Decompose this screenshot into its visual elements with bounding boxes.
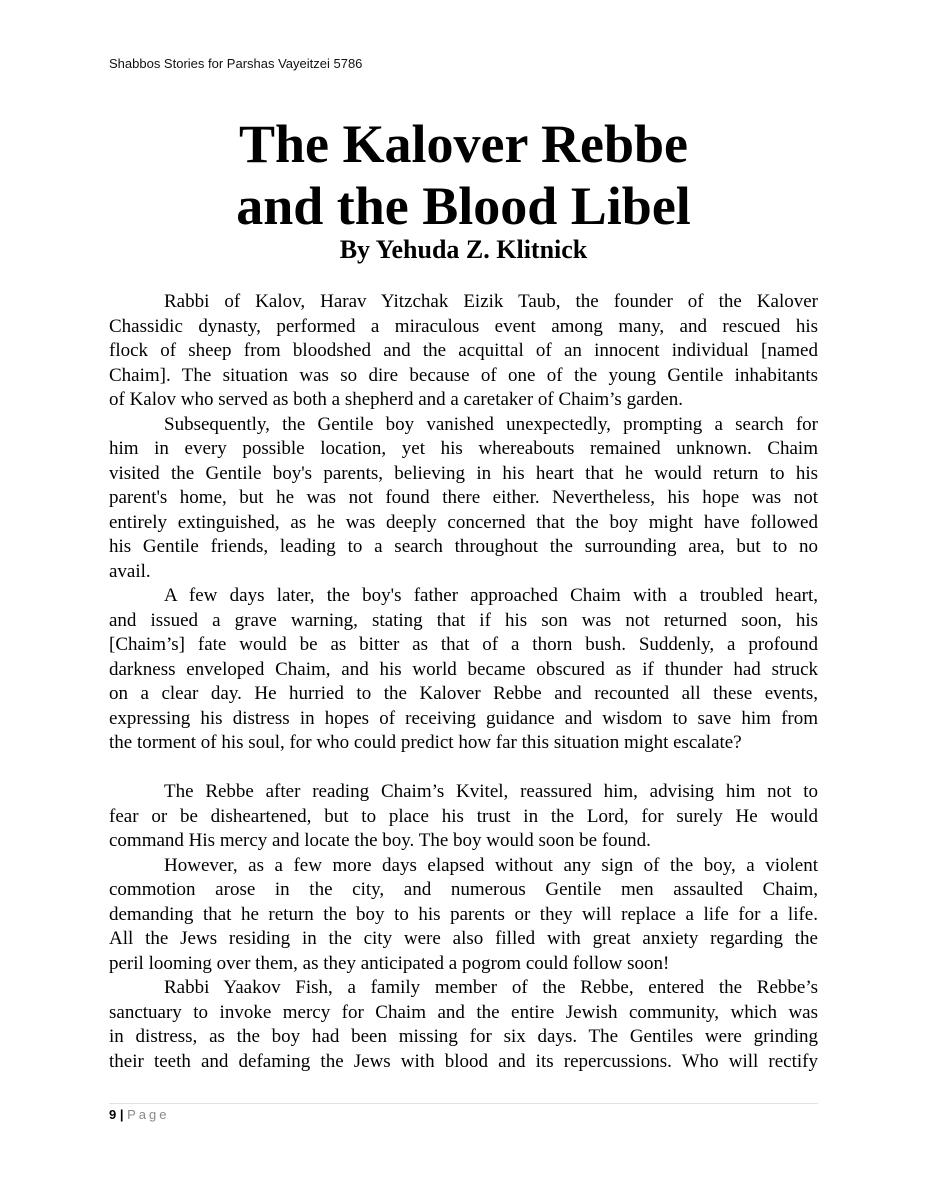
text-line: avail. [109,560,151,582]
page-label: Page [127,1107,170,1122]
blank-line [109,756,818,781]
text-line: expressing his distress in hopes of receiving guidance and wisdom to save him from [109,707,818,729]
paragraph [109,976,818,1074]
article-body [109,290,818,1074]
paragraph [109,854,818,977]
text-line: command His mercy and locate the boy. The boy would soon be found. [109,830,651,851]
text-line: All the Jews residing in the city were also filled with great anxiety regarding the [109,928,818,949]
text-line: darkness enveloped Chaim, and his world became obscured as if thunder had struck [109,658,818,680]
text-line: Rabbi of Kalov, Harav Yitzchak Eizik Taub, the founder of the Kalover [164,291,818,312]
text-line: Rabbi Yaakov Fish, a family member of the Rebbe, entered the Rebbe’s [164,977,818,998]
text-line: sanctuary to invoke mercy for Chaim and the entire Jewish community, which was [109,1001,818,1023]
text-line: The Rebbe after reading Chaim’s Kvitel, reassured him, advising him not to [164,781,818,802]
paragraph [109,413,818,585]
text-line: commotion arose in the city, and numerous Gentile men assaulted Chaim, [109,879,818,900]
running-header: Shabbos Stories for Parshas Vayeitzei 5786 [109,56,363,71]
text-line: their teeth and defaming the Jews with blood and its repercussions. Who will rectify [109,1050,818,1072]
text-line: Subsequently, the Gentile boy vanished unexpectedly, prompting a search for [164,413,818,435]
title-line: and the Blood Libel [236,176,691,236]
text-line: in distress, as the boy had been missing for six days. The Gentiles were grinding [109,1026,818,1047]
page-footer [109,1107,170,1122]
article-title [0,113,927,237]
byline: By Yehuda Z. Klitnick [339,235,588,264]
text-line: the torment of his soul, for who could predict how far this situation might escalate? [109,732,742,753]
text-line: peril looming over them, as they anticipated a pogrom could follow soon! [109,952,670,974]
text-line: demanding that he return the boy to his parents or they will replace a life for a life. [109,903,818,925]
text-line: his Gentile friends, leading to a search throughout the surrounding area, but to no [109,536,818,557]
text-line: Chaim]. The situation was so dire because of one of the young Gentile inhabitants [109,364,818,386]
text-line: and issued a grave warning, stating that if his son was not returned soon, his [109,609,818,631]
text-line: on a clear day. He hurried to the Kalover Rebbe and recounted all these events, [109,683,818,704]
text-line: A few days later, the boy's father approached Chaim with a troubled heart, [164,585,818,606]
text-line: However, as a few more days elapsed without any sign of the boy, a violent [164,854,818,876]
paragraph [109,584,818,756]
text-line: visited the Gentile boy's parents, believing in his heart that he would return to his [109,462,818,484]
text-line: [Chaim’s] fate would be as bitter as that of a thorn bush. Suddenly, a profound [109,634,818,655]
text-line: parent's home, but he was not found there either. Nevertheless, his hope was not [109,487,818,508]
text-line: Chassidic dynasty, performed a miraculous event among many, and rescued his [109,315,818,337]
footer-separator: | [119,1107,124,1122]
text-line: him in every possible location, yet his whereabouts remained unknown. Chaim [109,438,818,459]
title-line: The Kalover Rebbe [239,114,688,174]
footer-divider [109,1103,818,1104]
text-line: entirely extinguished, as he was deeply concerned that the boy might have followed [109,511,818,533]
paragraph [109,290,818,413]
text-line: fear or be disheartened, but to place his trust in the Lord, for surely He would [109,805,818,827]
text-line: of Kalov who served as both a shepherd and a caretaker of Chaim’s garden. [109,389,684,410]
paragraph [109,780,818,854]
page-number: 9 [109,1107,117,1122]
text-line: flock of sheep from bloodshed and the acquittal of an innocent individual [named [109,340,818,361]
